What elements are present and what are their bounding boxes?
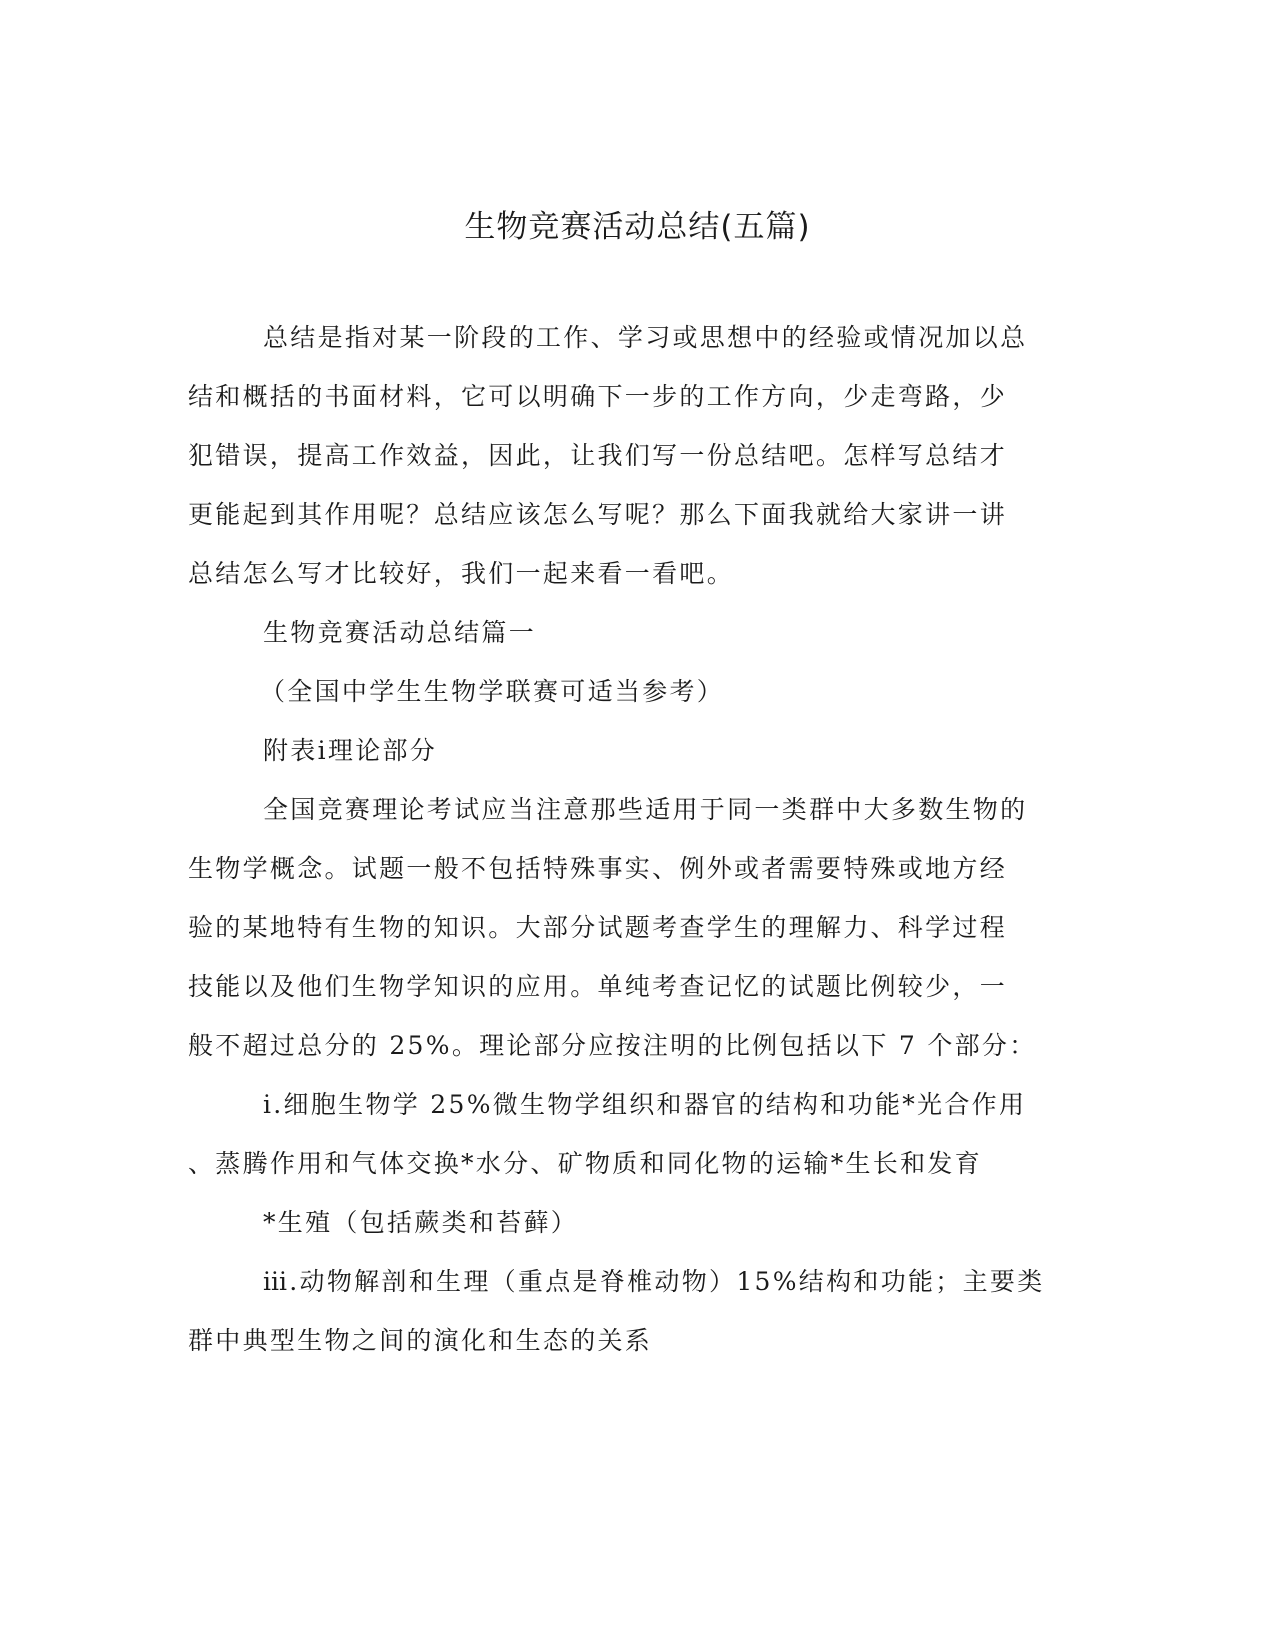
- list-item-line: 、蒸腾作用和气体交换*水分、矿物质和同化物的运输*生长和发育: [188, 1149, 983, 1178]
- paragraph-line: 总结怎么写才比较好，我们一起来看一看吧。: [188, 559, 735, 588]
- paragraph-line: 生物学概念。试题一般不包括特殊事实、例外或者需要特殊或地方经: [188, 854, 1008, 883]
- list-item-line: ⅰ.细胞生物学 25%微生物学组织和器官的结构和功能*光合作用: [263, 1090, 1027, 1119]
- paragraph-line: 总结是指对某一阶段的工作、学习或思想中的经验或情况加以总: [263, 323, 1028, 352]
- section-note: （全国中学生生物学联赛可适当参考）: [260, 677, 725, 706]
- paragraph-line: 结和概括的书面材料，它可以明确下一步的工作方向，少走弯路，少: [188, 382, 1008, 411]
- list-item-line: ⅲ.动物解剖和生理（重点是脊椎动物）15%结构和功能；主要类: [263, 1267, 1045, 1296]
- document-title: 生物竞赛活动总结(五篇): [464, 209, 811, 245]
- paragraph-line: 技能以及他们生物学知识的应用。单纯考查记忆的试题比例较少，一: [188, 972, 1008, 1001]
- list-item-line: *生殖（包括蕨类和苔藓）: [263, 1208, 579, 1237]
- paragraph-line: 全国竞赛理论考试应当注意那些适用于同一类群中大多数生物的: [263, 795, 1028, 824]
- paragraph-line: 更能起到其作用呢？总结应该怎么写呢？那么下面我就给大家讲一讲: [188, 500, 1008, 529]
- section-heading: 生物竞赛活动总结篇一: [263, 618, 537, 647]
- paragraph-line: 犯错误，提高工作效益，因此，让我们写一份总结吧。怎样写总结才: [188, 441, 1008, 470]
- paragraph-line: 验的某地特有生物的知识。大部分试题考查学生的理解力、科学过程: [188, 913, 1008, 942]
- list-item-line: 群中典型生物之间的演化和生态的关系: [188, 1326, 653, 1355]
- paragraph-line: 般不超过总分的 25%。理论部分应按注明的比例包括以下 7 个部分：: [188, 1031, 1037, 1060]
- appendix-heading: 附表ⅰ理论部分: [263, 736, 438, 765]
